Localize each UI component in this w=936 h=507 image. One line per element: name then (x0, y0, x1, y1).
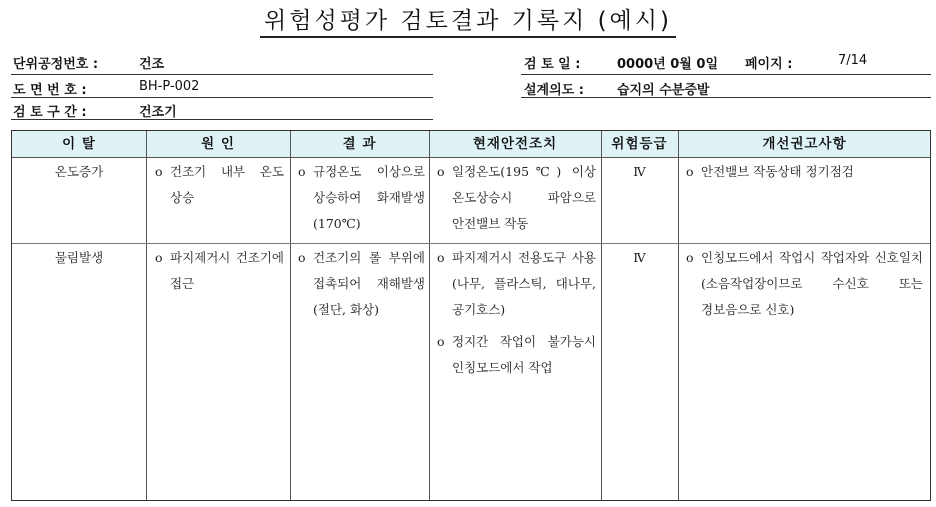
header-divider (521, 74, 931, 75)
document-title-text: 위험성평가 검토결과 기록지 (예시) (260, 2, 676, 38)
column-header-deviation: 이 탈 (62, 136, 96, 152)
review-section-label: 검 토 구 간 : (13, 105, 87, 120)
list-item: o 인칭모드에서 작업시 작업자와 신호일치(소음작업장이므로 수신호 또는 경보음으로 신호) (686, 250, 923, 317)
design-intent-value: 습지의 수분증발 (617, 83, 710, 98)
column-header-recommendation: 개선권고사항 (762, 136, 847, 152)
column-header-safeguard: 현재안전조치 (472, 136, 558, 152)
column-divider (601, 131, 602, 500)
header-divider (11, 74, 433, 75)
document-title (0, 2, 936, 38)
table-cell-consequence (295, 159, 425, 237)
table-cell-consequence (295, 245, 425, 323)
list-item: o 규정온도 이상으로 상승하여 화재발생(170℃) (298, 164, 425, 231)
drawing-no-label: 도 면 번 호 : (13, 83, 87, 98)
page-label: 페이지 : (745, 57, 793, 72)
list-item: o 건조기 내부 온도 상승 (155, 164, 284, 205)
list-item: o 정지간 작업이 불가능시 인칭모드에서 작업 (437, 334, 596, 375)
table-cell-risk-level: Ⅳ (633, 250, 646, 265)
column-divider (678, 131, 679, 500)
process-no-label: 단위공정번호 : (13, 57, 99, 72)
column-divider (429, 131, 430, 500)
table-cell-risk-level: Ⅳ (633, 164, 646, 179)
risk-review-table (11, 130, 931, 501)
column-header-cause: 원 인 (201, 136, 235, 152)
design-intent-label: 설계의도 : (524, 83, 584, 98)
row-divider (12, 243, 930, 244)
list-item: o 파지제거시 건조기에 접근 (155, 250, 284, 291)
review-date-value: 0000년 0월 0일 (617, 57, 718, 72)
drawing-no-value: BH-P-002 (139, 79, 200, 94)
table-cell-cause (152, 159, 284, 211)
table-cell-safeguard (434, 159, 596, 237)
table-cell-deviation: 온도증가 (54, 164, 104, 179)
header-divider (521, 97, 931, 98)
table-cell-cause (152, 245, 284, 297)
header-divider (11, 97, 433, 98)
table-cell-safeguard (434, 245, 596, 381)
list-item: o 파지제거시 전용도구 사용(나무, 플라스틱, 대나무, 공기호스) (437, 250, 596, 317)
column-header-risk-level: 위험등급 (611, 136, 668, 152)
table-cell-recommendation (683, 245, 923, 323)
review-section-value: 건조기 (139, 105, 177, 120)
column-header-consequence: 결 과 (342, 136, 377, 152)
column-divider (290, 131, 291, 500)
process-no-value: 건조 (139, 57, 165, 72)
list-item: o 일정온도(195℃) 이상 온도상승시 파암으로 안전밸브 작동 (437, 164, 596, 231)
list-item: o 안전밸브 작동상태 정기점검 (686, 164, 854, 179)
column-divider (146, 131, 147, 500)
table-cell-recommendation (683, 159, 923, 185)
page-value: 7/14 (838, 53, 868, 68)
list-item: o 건조기의 롤 부위에 접촉되어 재해발생(절단, 화상) (298, 250, 425, 317)
header-divider (11, 119, 433, 120)
table-cell-deviation: 물림발생 (54, 250, 104, 265)
review-date-label: 검 토 일 : (524, 57, 581, 72)
